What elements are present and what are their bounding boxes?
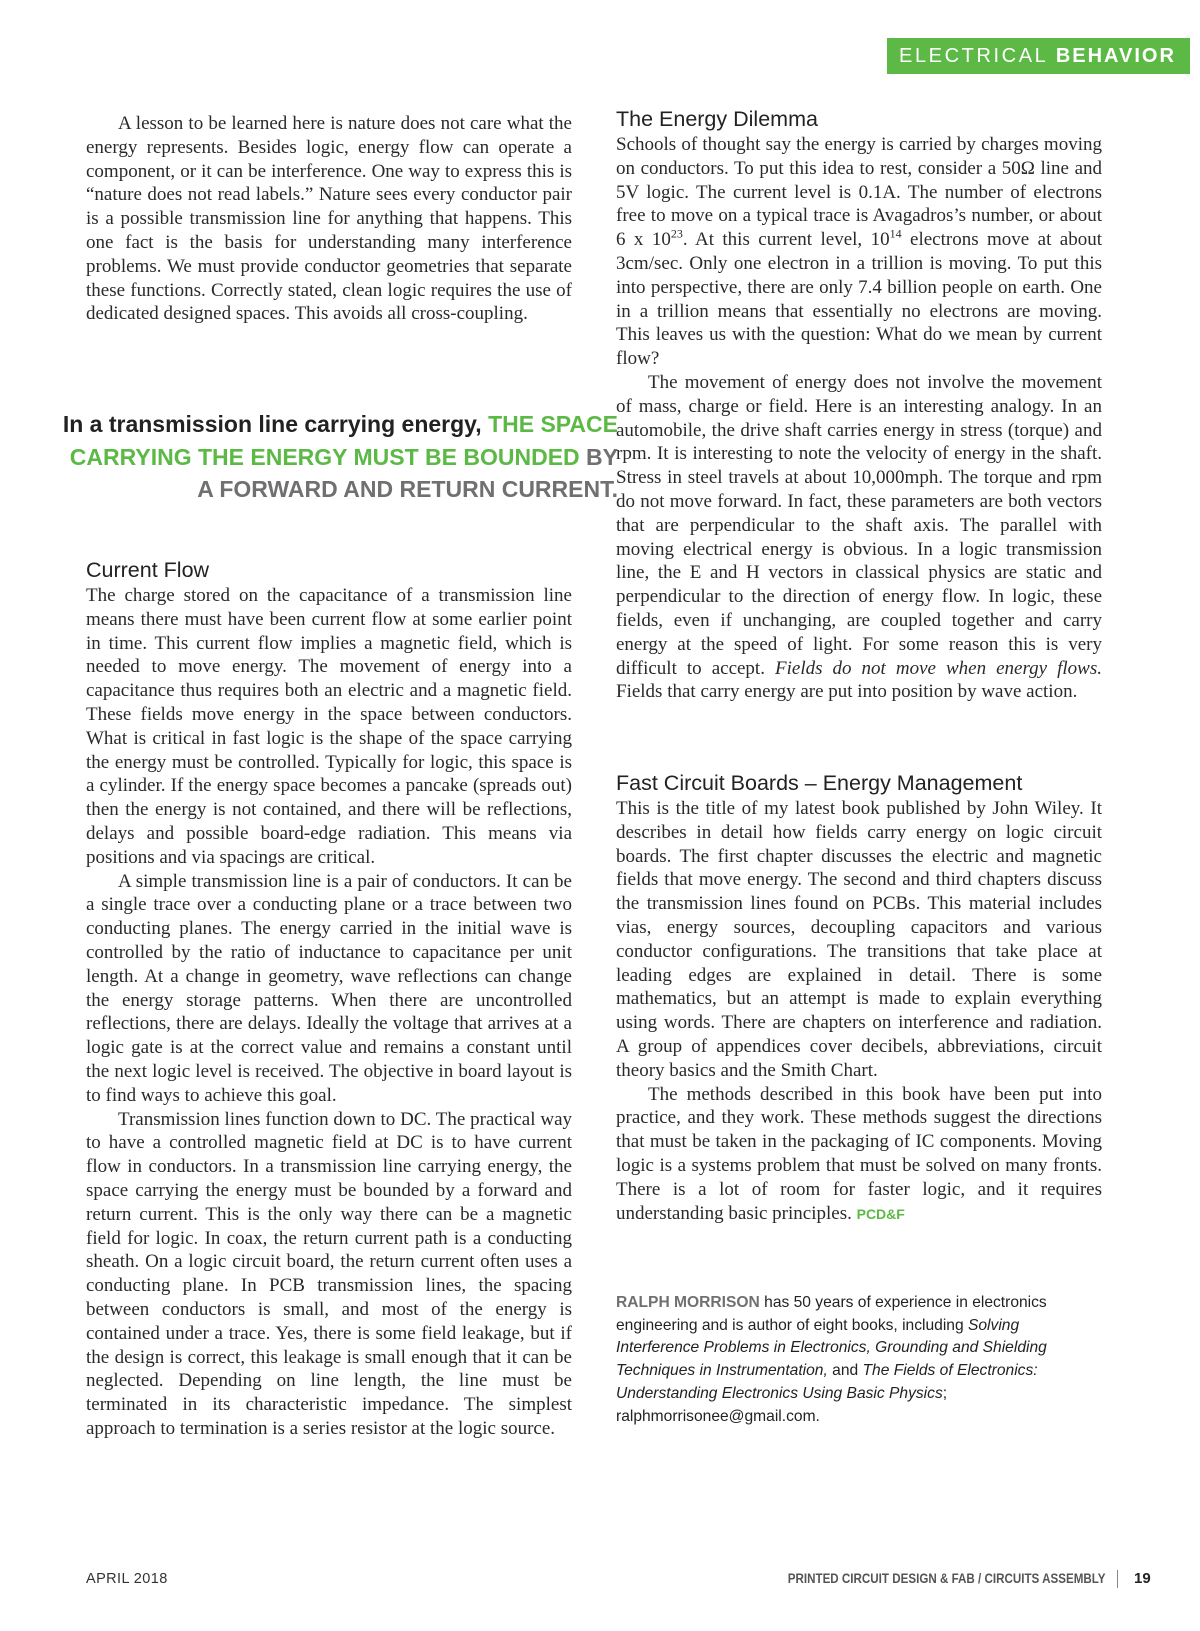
footer-date: APRIL 2018 — [86, 1571, 168, 1587]
left-intro-paragraph: A lesson to be learned here is nature does not care what the energy represents. Besides logic, energy flow can operate a component, or it can be interference. One way to express this is “nature does not read labels.” Nature sees every conductor pair is a possible transmission line for anything that happens. This one fact is the basis for understanding many interference problems. We must provide conductor geometries that separate these functions. Correctly stated, clean logic requires the use of dedicated designed spaces. This avoids all cross-coupling. — [86, 113, 572, 325]
energy-dilemma-heading: The Energy Dilemma — [616, 107, 818, 131]
energy-dilemma-p1-b: . At this current level, 10 — [682, 229, 890, 251]
current-flow-paragraph-2: A simple transmission line is a pair of conductors. It can be a single trace over a conducting plane or a trace between two conducting planes. The energy carried in the initial wave is controlled by the ratio of inductance to capacitance per unit length. At a change in geometry, wave reflections can change the energy storage patterns. When there are uncontrolled reflections, there are delays. Ideally the voltage that arrives at a logic gate is at the correct value and remains a constant until the next logic level is received. The objective in board layout is to find ways to achieve this goal. — [86, 870, 572, 1106]
bio-book-2: The Fields of Electronics: Understanding Electronics Using Basic Physics — [616, 1362, 1038, 1402]
energy-dilemma-p1-a: Schools of thought say the energy is carried by charges moving on conductors. To put this idea to rest, consider a 50Ω line and 5V logic. The current level is 0.1A. The number of electrons free to move on a typical trace is Avagadros’s number, or about 6 x 10 — [616, 134, 1102, 251]
energy-dilemma-paragraph-2 — [616, 371, 1102, 704]
author-email[interactable]: ralphmorrisonee@gmail.com. — [616, 1407, 820, 1425]
fast-boards-p2-text: The methods described in this book have been put into practice, and they work. These methods suggest the directions that must be taken in the packaging of IC components. Moving logic is a systems problem that must be solved on many fronts. There is a lot of room for faster logic, and it requires understanding basic principles. — [616, 1083, 1102, 1224]
footer-publication: PRINTED CIRCUIT DESIGN & FAB / CIRCUITS ASSEMBLY — [788, 1571, 1106, 1586]
energy-dilemma-section — [616, 106, 1102, 704]
current-flow-heading: Current Flow — [86, 558, 210, 582]
signoff: PCD&F — [856, 1205, 905, 1222]
energy-dilemma-italic: Fields do not move when energy flows. — [775, 657, 1103, 679]
current-flow-paragraph-1: The charge stored on the capacitance of a transmission line means there must have been current flow at some earlier point in time. This current flow implies a magnetic field, which is needed to move energy. The movement of energy into a capacitance thus requires both an electric and a magnetic field. These fields move energy in the space between conductors. What is critical in fast logic is the shape of the space carrying the energy must be controlled. Typically for logic, this space is a cylinder. If the energy space becomes a pancake (spreads out) then the energy is not contained, and there will be reflections, delays and possible board-edge radiation. This means via positions and via spacings are critical. — [86, 585, 572, 868]
author-name: RALPH MORRISON — [616, 1294, 760, 1311]
footer-divider — [1117, 1570, 1118, 1588]
exponent-23: 23 — [670, 226, 683, 241]
fast-boards-paragraph-2 — [616, 1083, 1102, 1227]
current-flow-paragraph-3: Transmission lines function down to DC. The practical way to have a controlled magnetic field at DC is to have current flow in conductors. In a transmission line carrying energy, the space carrying the energy must be bounded by a forward and return current. This is the only way there can be a magnetic field for logic. In coax, the return current path is a conducting sheath. On a logic circuit board, the return current often uses a conducting plane. In PCB transmission lines, the spacing between conductors is small, and most of the energy is contained under a trace. Yes, there is some field leakage, but if the design is correct, this leakage is small enough that it can be neglected. Depending on line length, the line must be terminated in its characteristic impedance. The simplest approach to termination is a series resistor at the logic source. — [86, 1108, 572, 1439]
pull-quote-part1: In a transmission line carrying energy, — [62, 411, 482, 437]
fast-boards-paragraph-1: This is the title of my latest book published by John Wiley. It describes in detail how fields carry energy on logic circuit boards. The first chapter discusses the electric and magnetic fields that move energy. The second and third chapters discuss the transmission lines found on PCBs. This material includes vias, energy sources, decoupling capacitors and various conductor configurations. The transitions that take place at leading edges are explained in detail. There is some mathematics, but an attempt is made to explain everything using words. There are chapters on interference and radiation. A group of appendices cover decibels, abbreviations, circuit theory basics and the Smith Chart. — [616, 798, 1102, 1081]
bio-text-2: and — [832, 1362, 859, 1380]
energy-dilemma-p1-c: electrons move at about 3cm/sec. Only one electron in a trillion is moving. To put this into perspective, there are only 7.4 billion people on earth. One in a trillion means that essentially no electrons are moving. This leaves us with the question: What do we mean by current flow? — [616, 229, 1102, 370]
energy-dilemma-p2-a: The movement of energy does not involve the movement of mass, charge or field. Here is an interesting analogy. In an automobile, the drive shaft carries energy in stress (torque) and rpm. It is interesting to note the velocity of energy in the shaft. Stress in steel travels at about 10,000mph. The torque and rpm do not move forward. In fact, these parameters are both vectors that are perpendicular to the shaft axis. The parallel with moving electrical energy is obvious. In a logic transmission line, the E and H vectors in classical physics are static and perpendicular to the direction of energy flow. In logic, these fields, even if unchanging, are coupled together and carry energy at the speed of light. For some reason this is very difficult to accept. — [616, 371, 1102, 679]
energy-dilemma-p2-b: Fields that carry energy are put into position by wave action. — [616, 681, 1078, 703]
exponent-14: 14 — [889, 226, 902, 241]
left-intro — [86, 112, 572, 326]
section-tag — [887, 38, 1190, 74]
bio-book-1: Solving Interference Problems in Electronics, Grounding and Shielding Techniques in Instrumentation, — [616, 1316, 1047, 1380]
pull-quote-highlight: THE SPACE CARRYING THE ENERGY MUST BE BOUNDED — [69, 411, 618, 470]
author-bio — [616, 1292, 1106, 1428]
bio-text-1: has 50 years of experience in electronics engineering and is author of eight books, including — [616, 1294, 1047, 1334]
current-flow-section — [86, 557, 572, 1441]
pull-quote-part3: BY A FORWARD AND RETURN CURRENT. — [197, 443, 618, 502]
fast-boards-heading: Fast Circuit Boards – Energy Management — [616, 771, 1023, 795]
section-tag-bold: BEHAVIOR — [1055, 45, 1176, 67]
pull-quote — [52, 408, 618, 506]
section-tag-light: ELECTRICAL — [899, 45, 1048, 67]
fast-boards-section — [616, 770, 1102, 1226]
energy-dilemma-paragraph-1 — [616, 133, 1102, 371]
bio-text-3: ; — [942, 1384, 948, 1402]
page-number: 19 — [1134, 1570, 1151, 1587]
